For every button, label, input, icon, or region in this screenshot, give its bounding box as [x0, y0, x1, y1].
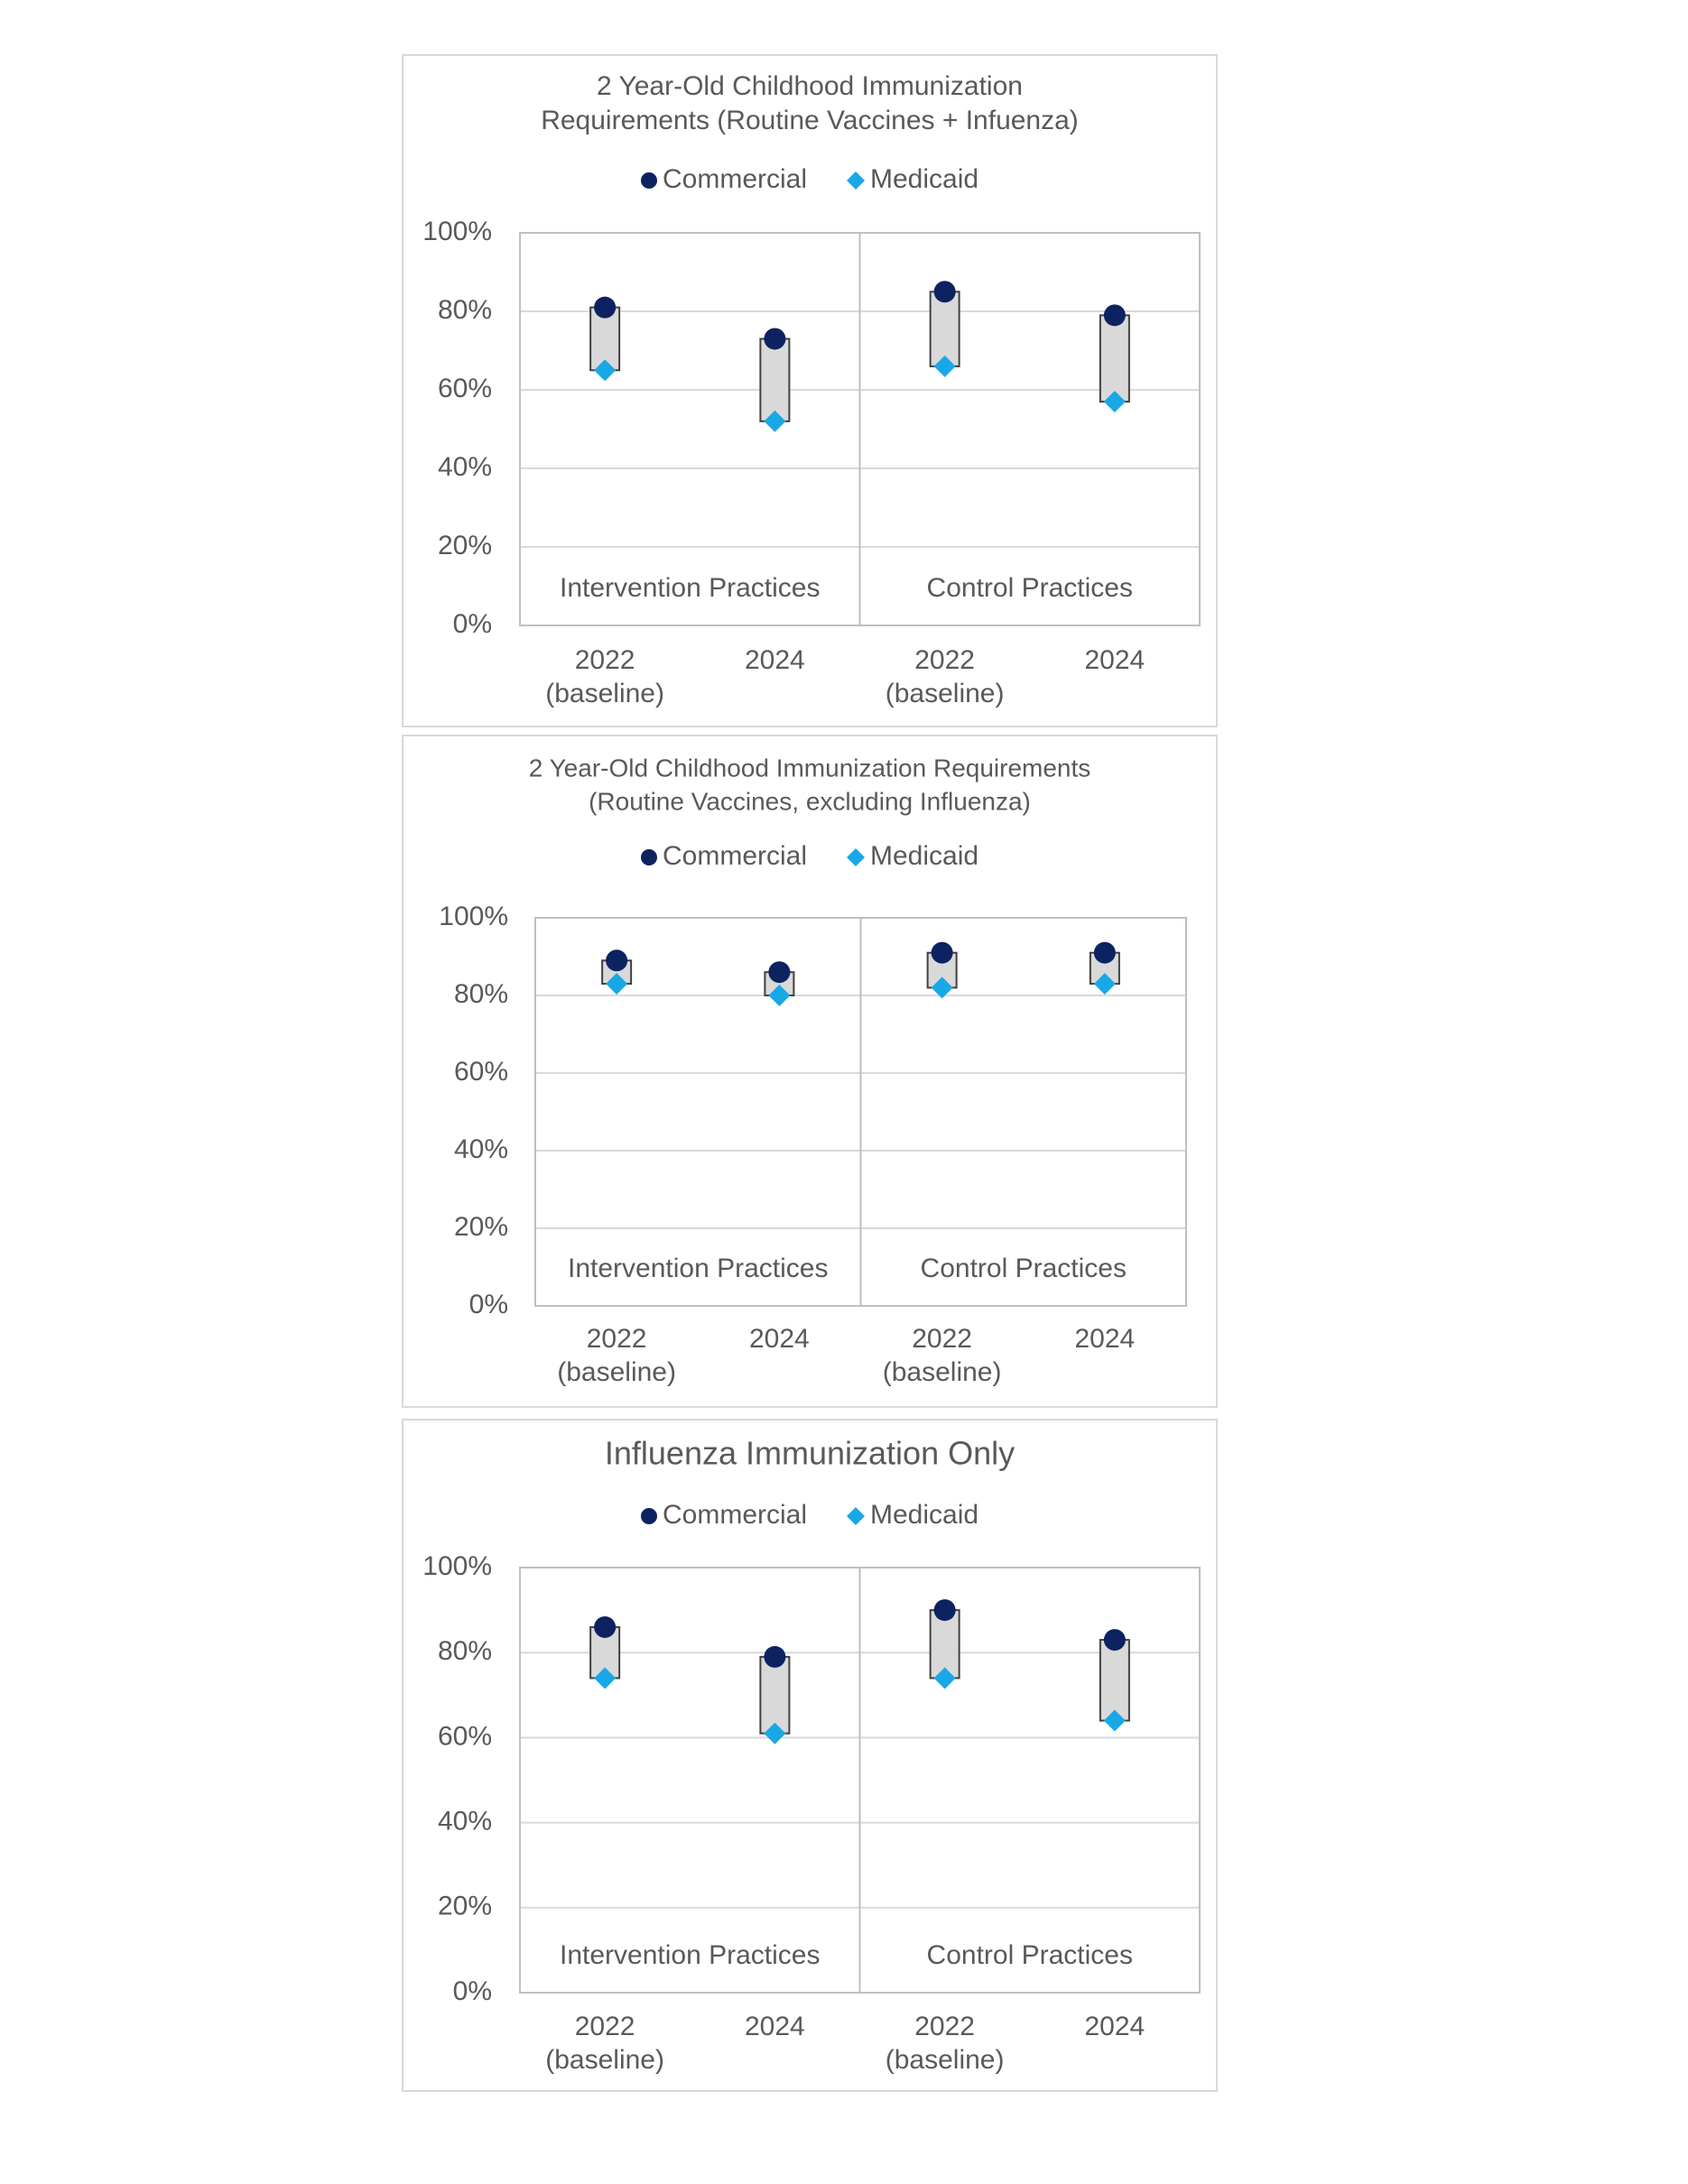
panel-border	[403, 1420, 1217, 2091]
x-tick-label: 2022	[914, 2011, 975, 2041]
range-bar	[760, 338, 789, 421]
x-tick-label: 2024	[745, 644, 805, 675]
legend-commercial-label: Commercial	[663, 1499, 808, 1530]
chart-title: Requirements (Routine Vaccines + Infuenza)	[541, 105, 1079, 135]
y-tick-label: 80%	[453, 978, 508, 1009]
commercial-point	[1104, 1629, 1126, 1651]
x-tick-label: 2024	[1084, 2011, 1145, 2041]
x-tick-label: 2024	[745, 2011, 805, 2041]
x-tick-label: (baseline)	[885, 678, 1005, 708]
x-tick-label: 2022	[912, 1323, 972, 1354]
y-tick-label: 0%	[468, 1289, 508, 1319]
x-tick-label: (baseline)	[882, 1356, 1002, 1387]
y-tick-label: 20%	[453, 1211, 508, 1242]
x-tick-label: 2024	[1084, 644, 1145, 675]
range-bar	[1100, 1640, 1129, 1720]
x-tick-label: 2022	[574, 644, 635, 675]
y-tick-label: 0%	[452, 608, 492, 639]
chart-title: 2 Year-Old Childhood Immunization Requirements	[528, 754, 1091, 782]
x-tick-label: 2022	[914, 644, 975, 675]
group-label: Intervention Practices	[560, 1939, 821, 1970]
chart-panel-3	[403, 1420, 1217, 2091]
y-tick-label: 100%	[439, 901, 508, 931]
y-tick-label: 40%	[437, 451, 492, 482]
group-label: Control Practices	[920, 1253, 1127, 1283]
legend-commercial-marker	[641, 849, 657, 865]
chart-panel-1	[403, 55, 1217, 726]
y-tick-label: 60%	[437, 373, 492, 403]
chart-title: 2 Year-Old Childhood Immunization	[597, 70, 1023, 101]
chart-title: Influenza Immunization Only	[604, 1434, 1016, 1472]
commercial-point	[1104, 304, 1126, 326]
x-tick-label: 2024	[1074, 1323, 1136, 1354]
group-label: Control Practices	[926, 572, 1133, 603]
y-tick-label: 60%	[453, 1056, 508, 1087]
commercial-point	[932, 942, 953, 964]
range-bar	[1100, 315, 1129, 402]
x-tick-label: 2022	[574, 2011, 635, 2041]
range-bar	[931, 292, 960, 366]
group-label: Intervention Practices	[560, 572, 821, 603]
commercial-point	[934, 281, 956, 302]
x-tick-label: (baseline)	[545, 2044, 664, 2075]
range-bar	[760, 1657, 789, 1734]
y-tick-label: 40%	[437, 1806, 492, 1837]
y-tick-label: 20%	[437, 1891, 492, 1921]
x-tick-label: (baseline)	[557, 1356, 676, 1387]
y-tick-label: 0%	[452, 1976, 492, 2006]
y-tick-label: 80%	[437, 294, 492, 325]
group-label: Intervention Practices	[568, 1253, 829, 1283]
y-tick-label: 20%	[437, 530, 492, 560]
legend-commercial-marker	[641, 172, 657, 189]
x-tick-label: (baseline)	[545, 678, 664, 708]
commercial-point	[934, 1599, 956, 1621]
legend-commercial-label: Commercial	[663, 840, 808, 871]
legend-commercial-label: Commercial	[663, 163, 808, 194]
chart-title: (Routine Vaccines, excluding Influenza)	[589, 787, 1031, 816]
commercial-point	[764, 328, 785, 349]
x-tick-label: 2022	[586, 1323, 647, 1354]
chart-panel-2	[403, 736, 1217, 1407]
legend-commercial-marker	[641, 1508, 657, 1524]
commercial-point	[1094, 942, 1116, 964]
y-tick-label: 100%	[422, 1550, 492, 1581]
group-label: Control Practices	[926, 1939, 1133, 1970]
y-tick-label: 100%	[422, 216, 492, 246]
legend-medicaid-label: Medicaid	[870, 840, 979, 871]
x-tick-label: 2024	[749, 1323, 810, 1354]
commercial-point	[764, 1646, 785, 1668]
y-tick-label: 60%	[437, 1721, 492, 1752]
y-tick-label: 80%	[437, 1636, 492, 1667]
commercial-point	[768, 961, 790, 983]
legend-medicaid-label: Medicaid	[870, 1499, 979, 1530]
commercial-point	[606, 949, 627, 971]
x-tick-label: (baseline)	[885, 2044, 1005, 2075]
legend-medicaid-label: Medicaid	[870, 163, 979, 194]
commercial-point	[594, 297, 616, 319]
y-tick-label: 40%	[453, 1134, 508, 1164]
commercial-point	[594, 1616, 616, 1638]
